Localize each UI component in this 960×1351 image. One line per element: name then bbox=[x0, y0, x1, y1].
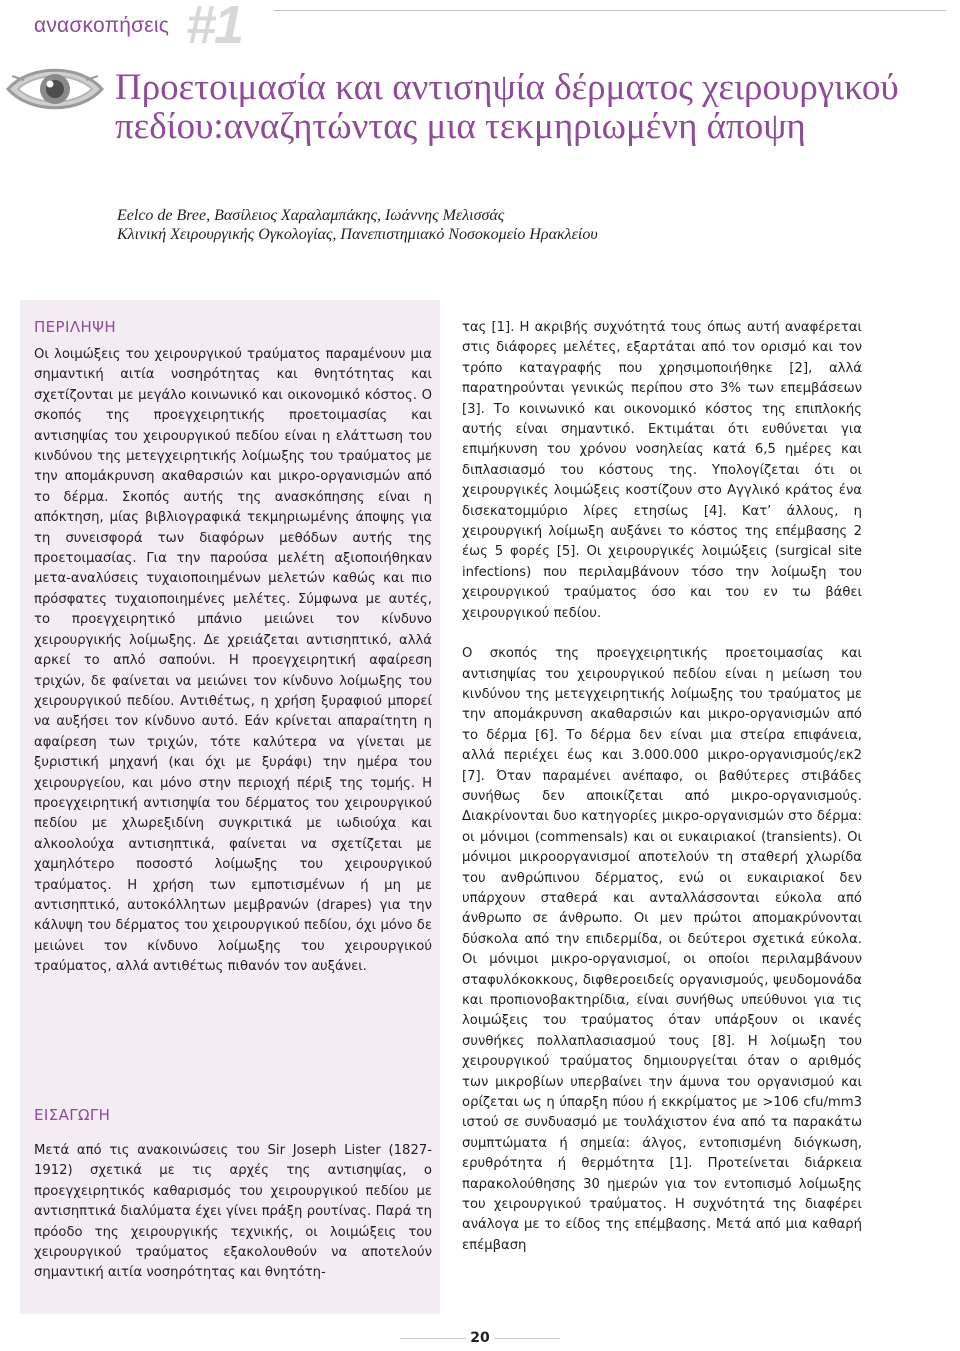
section-label: ανασκοπήσεις bbox=[34, 14, 170, 37]
article-title: Προετοιμασία και αντισηψία δέρματος χειρουργικού πεδίου:αναζητώντας μια τεκμηριωμένη άποψη bbox=[115, 67, 899, 147]
affiliation: Κλινική Χειρουργικής Ογκολογίας, Πανεπιστημιακό Νοσοκομείο Ηρακλείου bbox=[117, 226, 598, 243]
article-byline bbox=[117, 206, 917, 244]
abstract-heading: ΠΕΡΙΛΗΨΗ bbox=[34, 318, 117, 336]
page-header bbox=[0, 0, 960, 55]
issue-number: #1 bbox=[186, 0, 243, 55]
introduction-text-left bbox=[34, 1141, 432, 1284]
abstract-text bbox=[34, 345, 432, 978]
header-rule bbox=[274, 10, 946, 11]
introduction-paragraph: Ο σκοπός της προεγχειρητικής προετοιμασίας και αντισηψίας του χειρουργικού πεδίου είναι η μείωση του κινδύνου της μετεγχειρητικής λοίμωξης του τραύματος με την απομάκρυνση ακαθαρσιών και μικρο-οργανισμών από το δέρμα [6]. Το δέρμα δεν είναι μια στείρα επιφάνεια, αλλά περιέχει έως και 3.000.000 μικρο-οργανισμούς/εκ2 [7]. Όταν παραμένει ανέπαφο, οι βαθύτερες στιβάδες συνήθως δεν αποικίζεται από μικρο-οργανισμούς. Διακρίνονται δυο κατηγορίες μικρο-οργανισμών στο δέρμα: οι μόνιμοι (commensals) και οι ευκαιριακοί (transients). Οι μόνιμοι μικροοργανισμοί αποτελούν τη σταθερή χλωρίδα του ανθρώπινου δέρματος, ενώ οι ευκαιριακοί δεν υπάρχουν σταθερά και ανταλλάσσονται εύκολα από άνθρωπο σε άνθρωπο. Οι μεν πρώτοι απομακρύνονται δύσκολα από την επιδερμίδα, οι δεύτεροι σχετικά εύκολα. Οι μόνιμοι μικρο-οργανισμοί, οι οποίοι περιλαμβάνουν σταφυλόκοκκους, διφθεροειδείς οργανισμούς, ψευδομονάδα και προπιονοβακτηρίδια, είναι συνήθως υπεύθυνοι για τις λοιμώξεις του τραύματος όταν υπάρξουν οι ικανές συνθήκες πολλαπλασιασμού τους [8]. Η λοίμωξη του χειρουργικού τραύματος δημιουργείται όταν ο αριθμός των μικροβίων υπερβαίνει την άμυνα του οργανισμού και ορίζεται ως η ύπαρξη πύου ή εκκρίματος με >106 cfu/mm3 ιστού σε συνδυασμό με τουλάχιστον ένα από τα παρακάτω συμπτώματα ή σημεία: άλγος, εντοπισμένη διόγκωση, ερυθρότητα ή θερμότητα [1]. Προτείνεται διάρκεια παρακολούθησης 30 ημερών για τον εντοπισμό λοίμωξης του χειρουργικού τραύματος. Η συχνότητά της διαφέρει ανάλογα με το είδος της επέμβασης. Μετά από μια καθαρή επέμβαση bbox=[462, 646, 862, 1253]
introduction-text-right bbox=[462, 318, 862, 1256]
introduction-paragraph: Μετά από τις ανακοινώσεις του Sir Joseph Lister (1827-1912) σχετικά με τις αρχές της αντισηψίας, ο προεγχειρητικός καθαρισμός του χειρουργικού πεδίου με αντισηπτικά διαλύματα έχει γίνει πράξη ρουτίνας. Παρά τη πρόοδο της χειρουργικής τεχνικής, οι λοιμώξεις του χειρουργικού τραύματος εξακολουθούν να αποτελούν σημαντική αιτία νοσηρότητας και θνητότη- bbox=[34, 1143, 432, 1281]
introduction-heading: ΕΙΣΑΓΩΓΗ bbox=[34, 1106, 111, 1124]
eye-icon bbox=[4, 62, 106, 116]
abstract-paragraph: Οι λοιμώξεις του χειρουργικού τραύματος παραμένουν μια σημαντική αιτία νοσηρότητας και θνητότητας και σχετίζονται με μεγάλο κοινωνικό και οικονομικό κόστος. Ο σκοπός της προεγχειρητικής προετοιμασίας και αντισηψίας του χειρουργικού πεδίου είναι η ελάττωση του κινδύνου της μετεγχειρητικής λοίμωξης του τραύματος με την απομάκρυνση ακαθαρσιών και μικρο-οργανισμών από το δέρμα. Σκοπός αυτής της ανασκόπησης είναι η απόκτηση, μίας βιβλιογραφικά τεκμηριωμένης άποψης για τη συνεισφορά των διαφόρων μεθόδων αυτής της προετοιμασίας. Για την παρούσα μελέτη αξιοποιήθηκαν μετα-αναλύσεις τυχαιοποιημένων μελετών καθώς και πιο πρόσφατες τυχαιοποιημένες μελέτες. Σύμφωνα με αυτές, το προεγχειρητικό μπάνιο μειώνει τον κίνδυνο χειρουργικής λοίμωξης. Δε χρειάζεται αντισηπτικό, αλλά αρκεί το απλό σαπούνι. Η προεγχειρητική αφαίρεση τριχών, δε φαίνεται να μειώνει τον κίνδυνο λοίμωξης του χειρουργικού πεδίου. Αντιθέτως, η χρήση ξυραφιού μπορεί να αυξήσει τον κίνδυνο αυτό. Εάν κρίνεται απαραίτητη η αφαίρεση των τριχών, τότε καλύτερα να γίνεται με ξυριστική μηχανή (και όχι με ξυράφι) την ημέρα του χειρουργείου, και μόνο στην περιοχή πέριξ της τομής. Η προεγχειρητική αντισηψία του δέρματος του χειρουργικού πεδίου με χλωρεξιδίνη συγκριτικά με ιωδιούχα και αλκοολούχα αντισηπτικά, φαίνεται να σχετίζεται με χαμηλότερο ποσοστό λοίμωξης του χειρουργικού τραύματος. Η χρήση των εμποτισμένων ή μη με αντισηπτικό, αυτοκόλλητων μεμβρανών (drapes) για την κάλυψη του δέρματος του χειρουργικού πεδίου, όχι μόνο δε μειώνει τον κίνδυνο λοίμωξης του χειρουργικού τραύματος, αλλά αντιθέτως πιθανόν τον αυξάνει. bbox=[34, 347, 432, 975]
page-number bbox=[0, 1330, 960, 1346]
authors: Eelco de Bree, Βασίλειος Χαραλαμπάκης, Ιωάννης Μελισσάς bbox=[117, 207, 505, 224]
introduction-paragraph: τας [1]. Η ακριβής συχνότητά τους όπως αυτή αναφέρεται στις διάφορες μελέτες, εξαρτάται από τον ορισμό και τον τρόπο καταγραφής που χρησιμοποιήθηκε [2], αλλά παρατηρούνται γενικώς περίπου στο 3% των επεμβάσεων [3]. Το κοινωνικό και οικονομικό κόστος της επιπλοκής αυτής είναι σημαντικό. Εκτιμάται ότι ευθύνεται για επιμήκυνση του χρόνου νοσηλείας κατά 6,5 ημέρες και διπλασιασμό του κόστους της. Υπολογίζεται ότι οι χειρουργικές λοιμώξεις κοστίζουν στο Αγγλικό κράτος ένα δισεκατομμύριο λίρες ετησίως [4]. Κατ’ άλλους, η χειρουργική λοίμωξη αυξάνει το κόστος της επέμβασης 2 έως 5 φορές [5]. Οι χειρουργικές λοιμώξεις (surgical site infections) που περιλαμβάνουν τόσο την λοίμωξη του χειρουργικού τραύματος όσο και του εν τω βάθει χειρουργικού πεδίου. bbox=[462, 320, 862, 621]
page-number-text: 20 bbox=[466, 1330, 493, 1346]
